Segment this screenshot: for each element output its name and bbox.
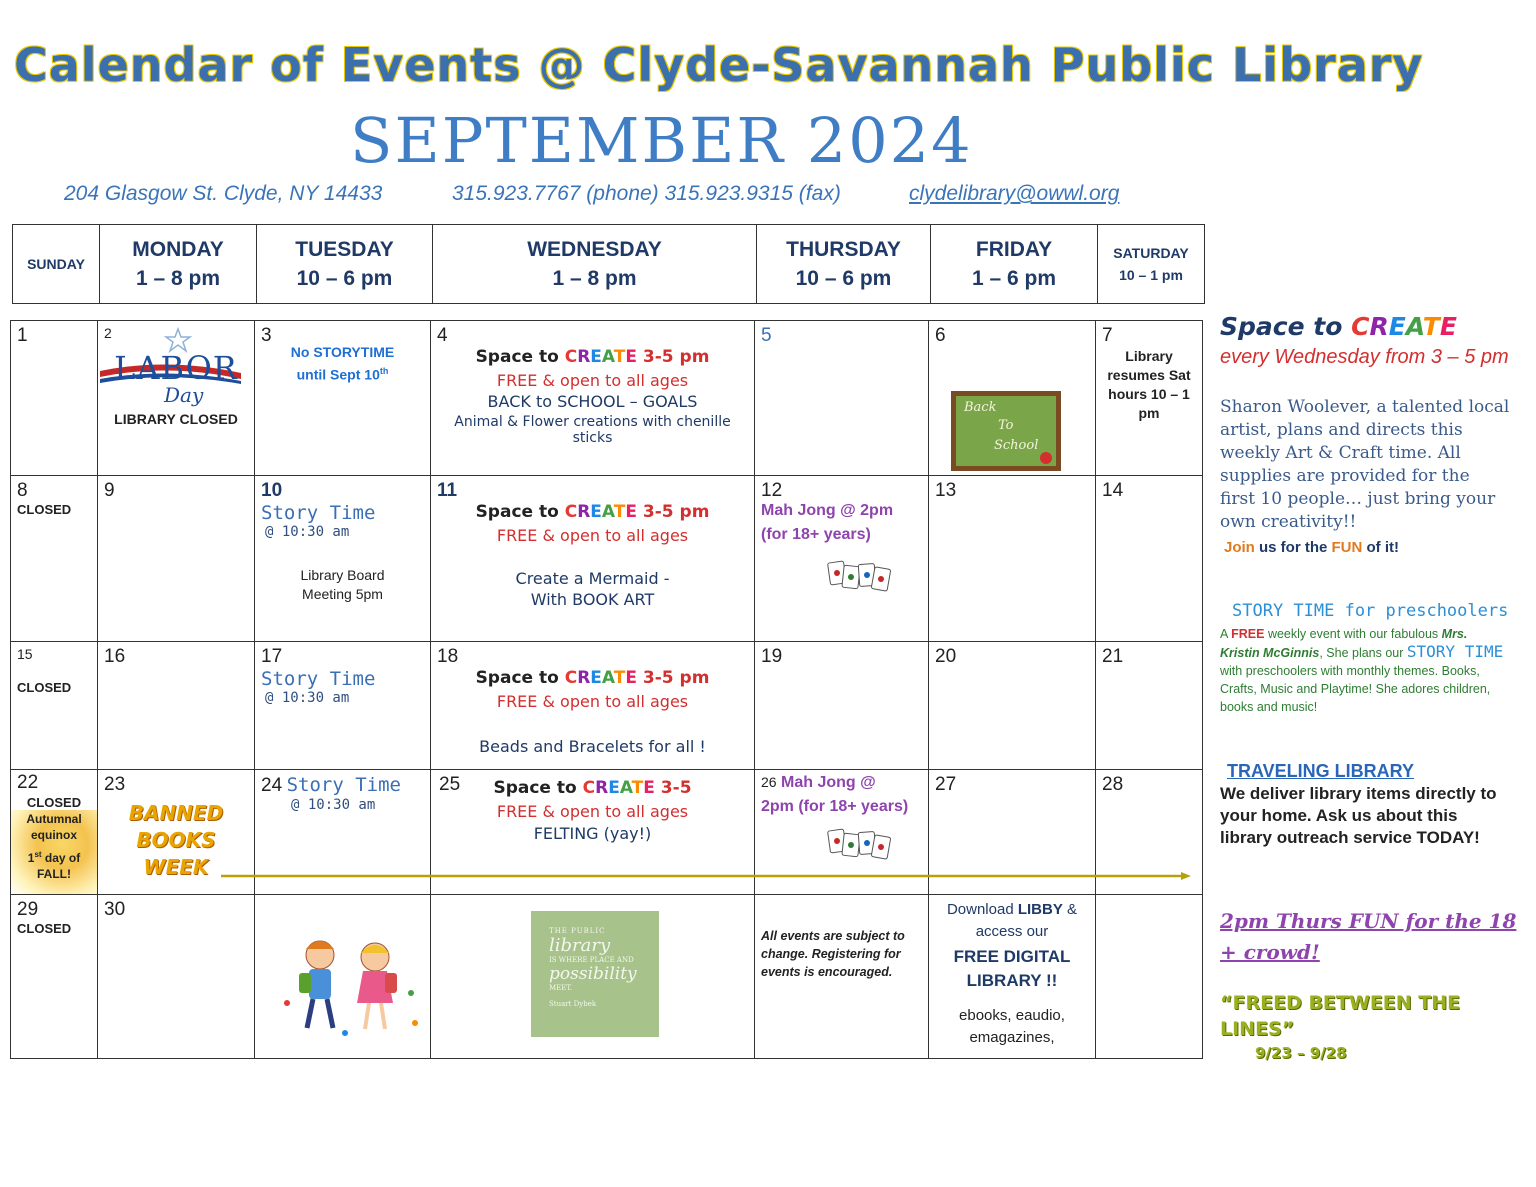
day-cell-15: 15 CLOSED: [11, 642, 98, 770]
address: 204 Glasgow St. Clyde, NY 14433: [64, 182, 383, 205]
day-cell-23: 23 BANNED BOOKS WEEK: [98, 770, 255, 895]
beads-event: Beads and Bracelets for all !: [479, 737, 706, 756]
day-cell-2: 2 LABOR Day LIBRARY CLOSED: [98, 321, 255, 476]
story-time-event: Story Time: [261, 668, 376, 690]
library-board-meeting: Library Board Meeting 5pm: [300, 567, 385, 602]
day-cell-9: 9: [98, 476, 255, 642]
space-to-create-schedule: every Wednesday from 3 – 5 pm: [1220, 346, 1509, 368]
day-cell-8: 8 CLOSED: [11, 476, 98, 642]
header-monday: MONDAY 1 – 8 pm: [100, 225, 257, 304]
labor-day-logo: LABOR Day: [104, 341, 248, 411]
day-cell-14: 14: [1096, 476, 1203, 642]
day-cell-4: 4 Space to CREATE 3-5 pm FREE & open to all ages BACK to SCHOOL – GOALS Animal & Flower creations with chenille sticks: [431, 321, 755, 476]
library-closed-label: LIBRARY CLOSED: [114, 411, 238, 427]
page-title: Calendar of Events @ Clyde-Savannah Public Library: [14, 38, 1424, 92]
week-row: [11, 642, 1203, 770]
mah-jong-tiles-icon: [827, 558, 891, 598]
banned-books-week-arrow: [221, 872, 1191, 880]
freed-between-the-lines-dates: 9/23 – 9/28: [1255, 1044, 1347, 1062]
day-cell-5: 5: [755, 321, 929, 476]
day-cell-28: 28: [1096, 770, 1203, 895]
calendar-grid: [10, 320, 1203, 1059]
children-backpacks-image: [275, 933, 425, 1043]
day-cell-21: 21: [1096, 642, 1203, 770]
week-row: [11, 476, 1203, 642]
space-to-create-title: Space to CREATE: [1220, 312, 1457, 341]
day-cell-27: 27: [929, 770, 1096, 895]
day-cell-3: 3 No STORYTIME until Sept 10th: [255, 321, 431, 476]
day-cell-7: 7 Library resumes Sat hours 10 – 1 pm: [1096, 321, 1203, 476]
space-to-create-event: Space to CREATE 3-5 pm: [475, 502, 710, 522]
day-cell-10: 10 Story Time @ 10:30 am Library Board Meeting 5pm: [255, 476, 431, 642]
week-row: [11, 895, 1203, 1059]
header-friday: FRIDAY 1 – 6 pm: [931, 225, 1098, 304]
day-cell-empty-fri: [929, 895, 1096, 1059]
day-cell-17: 17 Story Time @ 10:30 am: [255, 642, 431, 770]
day-cell-empty-sat: [1096, 895, 1203, 1059]
story-time-description: A FREE weekly event with our fabulous Mrs. Kristin McGinnis, She plans our STORY TIME with preschoolers with monthly themes. Books, Crafts, Music and Playtime! She adores children, books and music!: [1220, 627, 1504, 714]
traveling-library-description: We deliver library items directly to your home. Ask us about this library outreach service TODAY!: [1220, 784, 1497, 847]
back-to-school-chalkboard: Back To School: [951, 391, 1061, 471]
day-cell-12: 12 Mah Jong @ 2pm (for 18+ years): [755, 476, 929, 642]
no-storytime-note: No STORYTIME until Sept 10th: [290, 344, 395, 383]
header-tuesday: TUESDAY 10 – 6 pm: [257, 225, 433, 304]
free-digital-library-label: FREE DIGITAL LIBRARY !!: [953, 947, 1071, 990]
day-cell-1: 1: [11, 321, 98, 476]
day-cell-29: 29 CLOSED: [11, 895, 98, 1059]
header-sunday: SUNDAY: [13, 225, 100, 304]
felting-event: FELTING (yay!): [533, 824, 652, 843]
email-link[interactable]: clydelibrary@owwl.org: [909, 182, 1120, 205]
events-subject-to-change-note: All events are subject to change. Registering for events is encouraged.: [761, 929, 905, 979]
space-to-create-description: Sharon Woolever, a talented local artist, plans and directs this weekly Art & Craft time. All supplies are provided for the first 10 people… just bring your own creativity!! Join us for the FUN of it!: [1220, 397, 1510, 556]
story-time-event: 24 Story Time: [261, 774, 401, 796]
space-to-create-event: Space to CREATE 3-5: [493, 778, 692, 798]
freed-between-the-lines-title: “FREED BETWEEN THE LINES”: [1220, 992, 1461, 1040]
weekday-header: [12, 224, 1205, 304]
day-cell-22: 22 CLOSED Autumnal equinox 1st day of FALL!: [11, 770, 98, 895]
mermaid-event: Create a Mermaid -: [515, 569, 670, 588]
back-to-school-event: BACK to SCHOOL – GOALS: [487, 392, 698, 411]
header-wednesday: WEDNESDAY 1 – 8 pm: [433, 225, 757, 304]
day-cell-empty-thu: [755, 895, 929, 1059]
thursday-fun-note: 2pm Thurs FUN for the 18 + crowd!: [1220, 909, 1517, 964]
banned-books-week-label: BANNED BOOKS WEEK: [128, 801, 224, 879]
libby-note: Download LIBBY & access our: [946, 901, 1078, 940]
week-row: [11, 321, 1203, 476]
day-cell-24: 24 Story Time @ 10:30 am: [255, 770, 431, 895]
month-title: SEPTEMBER 2024: [350, 104, 973, 177]
day-cell-25: 25 Space to CREATE 3-5 FREE & open to all ages FELTING (yay!): [431, 770, 755, 895]
day-cell-19: 19: [755, 642, 929, 770]
digital-media-list: ebooks, eaudio, emagazines,: [959, 1007, 1065, 1046]
animal-flower-event: Animal & Flower creations with chenille sticks: [454, 414, 731, 446]
saturday-hours-note: Library resumes Sat hours 10 – 1 pm: [1107, 348, 1191, 421]
header-saturday: SATURDAY 10 – 1 pm: [1098, 225, 1205, 304]
autumnal-equinox-note: Autumnal equinox 1st day of FALL!: [26, 812, 82, 881]
mah-jong-event: 26 Mah Jong @: [761, 774, 876, 791]
day-cell-16: 16: [98, 642, 255, 770]
story-time-title: STORY TIME for preschoolers: [1232, 601, 1509, 621]
day-cell-13: 13: [929, 476, 1096, 642]
free-note: FREE & open to all ages: [496, 371, 689, 390]
day-cell-empty-tue: [255, 895, 431, 1059]
space-to-create-event: Space to CREATE 3-5 pm: [475, 347, 710, 367]
mah-jong-tiles-icon: [827, 826, 891, 866]
mah-jong-event: Mah Jong @ 2pm: [761, 502, 894, 519]
day-cell-empty-wed: [431, 895, 755, 1059]
day-cell-20: 20: [929, 642, 1096, 770]
public-library-quote-poster: THE PUBLIC library IS WHERE PLACE AND possibility MEET. Stuart Dybek: [531, 911, 659, 1037]
header-thursday: THURSDAY 10 – 6 pm: [757, 225, 931, 304]
day-cell-30: 30: [98, 895, 255, 1059]
day-cell-18: 18 Space to CREATE 3-5 pm FREE & open to all ages Beads and Bracelets for all !: [431, 642, 755, 770]
day-cell-26: 26 Mah Jong @ 2pm (for 18+ years): [755, 770, 929, 895]
traveling-library-title: TRAVELING LIBRARY: [1227, 761, 1414, 781]
story-time-event: Story Time: [261, 502, 376, 524]
day-cell-6: 6 Back To School: [929, 321, 1096, 476]
phone-fax: 315.923.7767 (phone) 315.923.9315 (fax): [452, 182, 841, 205]
space-to-create-event: Space to CREATE 3-5 pm: [475, 668, 710, 688]
day-cell-11: 11 Space to CREATE 3-5 pm FREE & open to all ages Create a Mermaid - With BOOK ART: [431, 476, 755, 642]
